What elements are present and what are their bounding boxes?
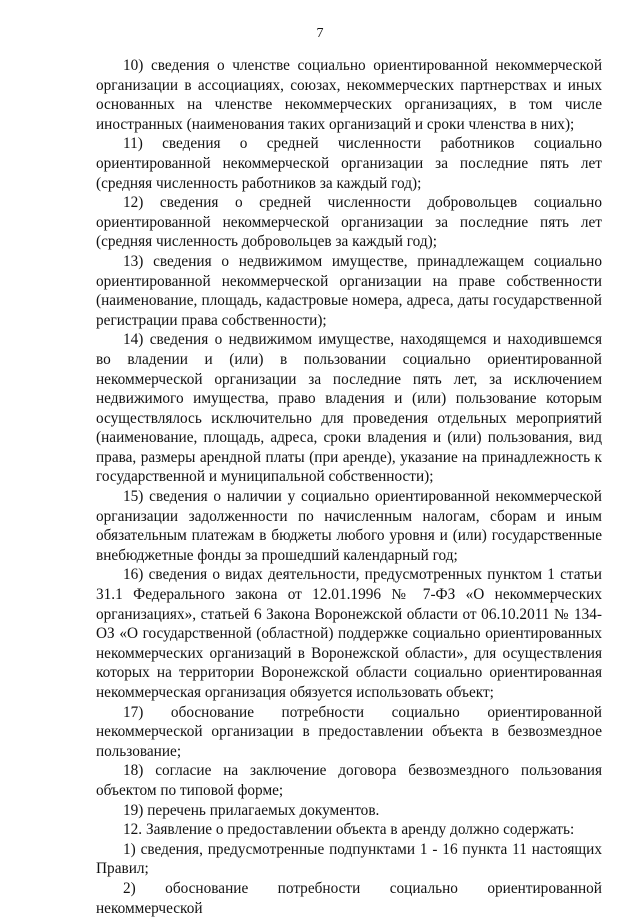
paragraph-item-14: 14) сведения о недвижимом имуществе, находящемся и находившемся во владении и (или) в пользовании социально ориентированной некоммерческой организации за последние пять лет, за исключением недвижимого имущества, право владения и (или) пользование которым осуществлялось исключительно для проведения отдельных мероприятий (наименование, площадь, адреса, сроки владения и (или) пользования, вид права, размеры арендной платы (при аренде), указание на принадлежность к государственной и муниципальной собственности); [96,331,602,486]
paragraph-item-10: 10) сведения о членстве социально ориентированной некоммерческой организации в ассоциациях, союзах, некоммерческих партнерствах и иных основанных на членстве некоммерческих организациях, в том числе иностранных (наименования таких организаций и сроки членства в них); [96,57,602,133]
page-number: 7 [316,26,324,41]
paragraph-item-17: 17) обоснование потребности социально ориентированной некоммерческой организации в предоставлении объекта в безвозмездное пользование; [96,703,602,760]
paragraph-item-18: 18) согласие на заключение договора безвозмездного пользования объектом по типовой форме; [96,762,602,799]
paragraph-item-15: 15) сведения о наличии у социально ориентированной некоммерческой организации задолженности по начисленным налогам, сборам и иным обязательным платежам в бюджеты любого уровня и (или) государственные внебюджетные фонды за прошедший календарный год; [96,488,602,564]
paragraph-item-11: 11) сведения о средней численности работников социально ориентированной некоммерческой организации за последние пять лет (средняя численность работников за каждый год); [96,135,602,192]
section-12-item-1: 1) сведения, предусмотренные подпунктами 1 - 16 пункта 11 настоящих Правил; [96,840,602,878]
document-body [96,56,602,918]
paragraph-item-13: 13) сведения о недвижимом имуществе, принадлежащем социально ориентированной некоммерческой организации на праве собственности (наименование, площадь, кадастровые номера, адреса, даты государственной регистрации права собственности); [96,252,602,329]
paragraph-item-16: 16) сведения о видах деятельности, предусмотренных пунктом 1 статьи 31.1 Федерального закона от 12.01.1996 № 7-ФЗ «О некоммерческих организациях», статьей 6 Закона Воронежской области от 06.10.2011 № 134-ОЗ «О государственной (областной) поддержке социально ориентированных некоммерческих организаций в Воронежской области», для осуществления которых на территории Воронежской области социально ориентированная некоммерческая организация обязуется использовать объект; [96,566,602,701]
section-12-item-2: 2) обоснование потребности социально ориентированной некоммерческой [96,879,602,917]
section-12-heading: 12. Заявление о предоставлении объекта в аренду должно содержать: [123,821,575,839]
paragraph-item-19: 19) перечень прилагаемых документов. [123,801,380,819]
paragraph-item-12: 12) сведения о средней численности добровольцев социально ориентированной некоммерческой организации за последние пять лет (средняя численность добровольцев за каждый год); [96,194,602,251]
